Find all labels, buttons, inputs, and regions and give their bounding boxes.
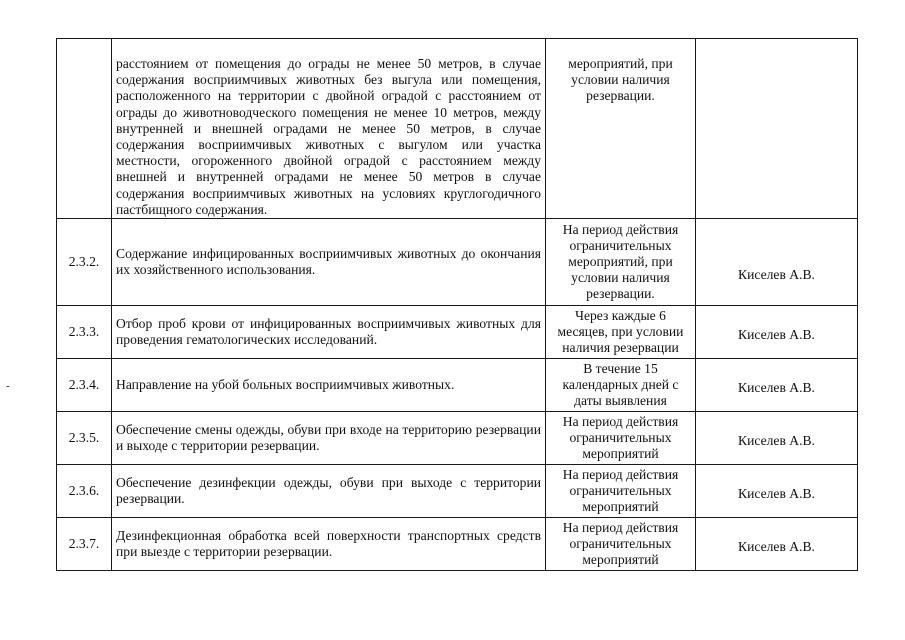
row-term: мероприятий, при условии наличия резервации.	[546, 39, 696, 219]
row-responsible: Киселев А.В.	[738, 380, 815, 396]
row-term: На период действия ограничительных мероприятий, при условии наличия резервации.	[546, 219, 696, 306]
row-description: Содержание инфицированных восприимчивых животных до окончания их хозяйственного использования.	[112, 219, 546, 306]
row-responsible: Киселев А.В.	[738, 486, 815, 502]
row-number: 2.3.7.	[57, 518, 112, 571]
row-number: 2.3.4.	[57, 359, 112, 412]
measures-table	[56, 38, 858, 571]
margin-mark: -	[6, 380, 10, 392]
row-number: 2.3.2.	[57, 219, 112, 306]
row-description: Обеспечение дезинфекции одежды, обуви при выходе с территории резервации.	[112, 465, 546, 518]
table-row	[57, 465, 858, 518]
row-description: Дезинфекционная обработка всей поверхности транспортных средств при выезде с территории резервации.	[112, 518, 546, 571]
row-responsible-cell	[696, 412, 858, 465]
row-term: На период действия ограничительных мероприятий	[546, 518, 696, 571]
table-row	[57, 219, 858, 306]
row-number: 2.3.3.	[57, 306, 112, 359]
row-responsible: Киселев А.В.	[738, 266, 815, 282]
row-term: На период действия ограничительных мероприятий	[546, 465, 696, 518]
row-description: Обеспечение смены одежды, обуви при входе на территорию резервации и выходе с территории резервации.	[112, 412, 546, 465]
row-responsible-cell	[696, 518, 858, 571]
row-responsible-cell	[696, 219, 858, 306]
row-term: Через каждые 6 месяцев, при условии наличия резервации	[546, 306, 696, 359]
row-responsible-cell	[696, 465, 858, 518]
table-row	[57, 518, 858, 571]
row-responsible-cell	[696, 306, 858, 359]
row-number-cell	[57, 39, 112, 219]
table-row	[57, 412, 858, 465]
table-row	[57, 359, 858, 412]
row-term: На период действия ограничительных мероприятий	[546, 412, 696, 465]
row-number: 2.3.6.	[57, 465, 112, 518]
row-term: В течение 15 календарных дней с даты выявления	[546, 359, 696, 412]
row-number: 2.3.5.	[57, 412, 112, 465]
row-responsible: Киселев А.В.	[738, 433, 815, 449]
row-description: расстоянием от помещения до ограды не менее 50 метров, в случае содержания восприимчивых животных без выгула или помещения, расположенного на территории с двойной оградой с расстоянием от ограды до животноводческого помещения не менее 10 метров, между внутренней и внешней оградами не менее 50 метров, в случае содержания восприимчивых животных с выгулом или участка местности, огороженного двойной оградой с расстоянием между внешней и внутренней оградами не менее 50 метров в случае содержания восприимчивых животных на условиях круглогодичного пастбищного содержания.	[112, 39, 546, 219]
row-responsible-cell	[696, 359, 858, 412]
row-description: Отбор проб крови от инфицированных восприимчивых животных для проведения гематологических исследований.	[112, 306, 546, 359]
table-row	[57, 306, 858, 359]
row-responsible: Киселев А.В.	[738, 539, 815, 555]
row-responsible: Киселев А.В.	[738, 327, 815, 343]
row-responsible	[696, 39, 858, 219]
row-description: Направление на убой больных восприимчивых животных.	[112, 359, 546, 412]
table-row-continued	[57, 39, 858, 219]
